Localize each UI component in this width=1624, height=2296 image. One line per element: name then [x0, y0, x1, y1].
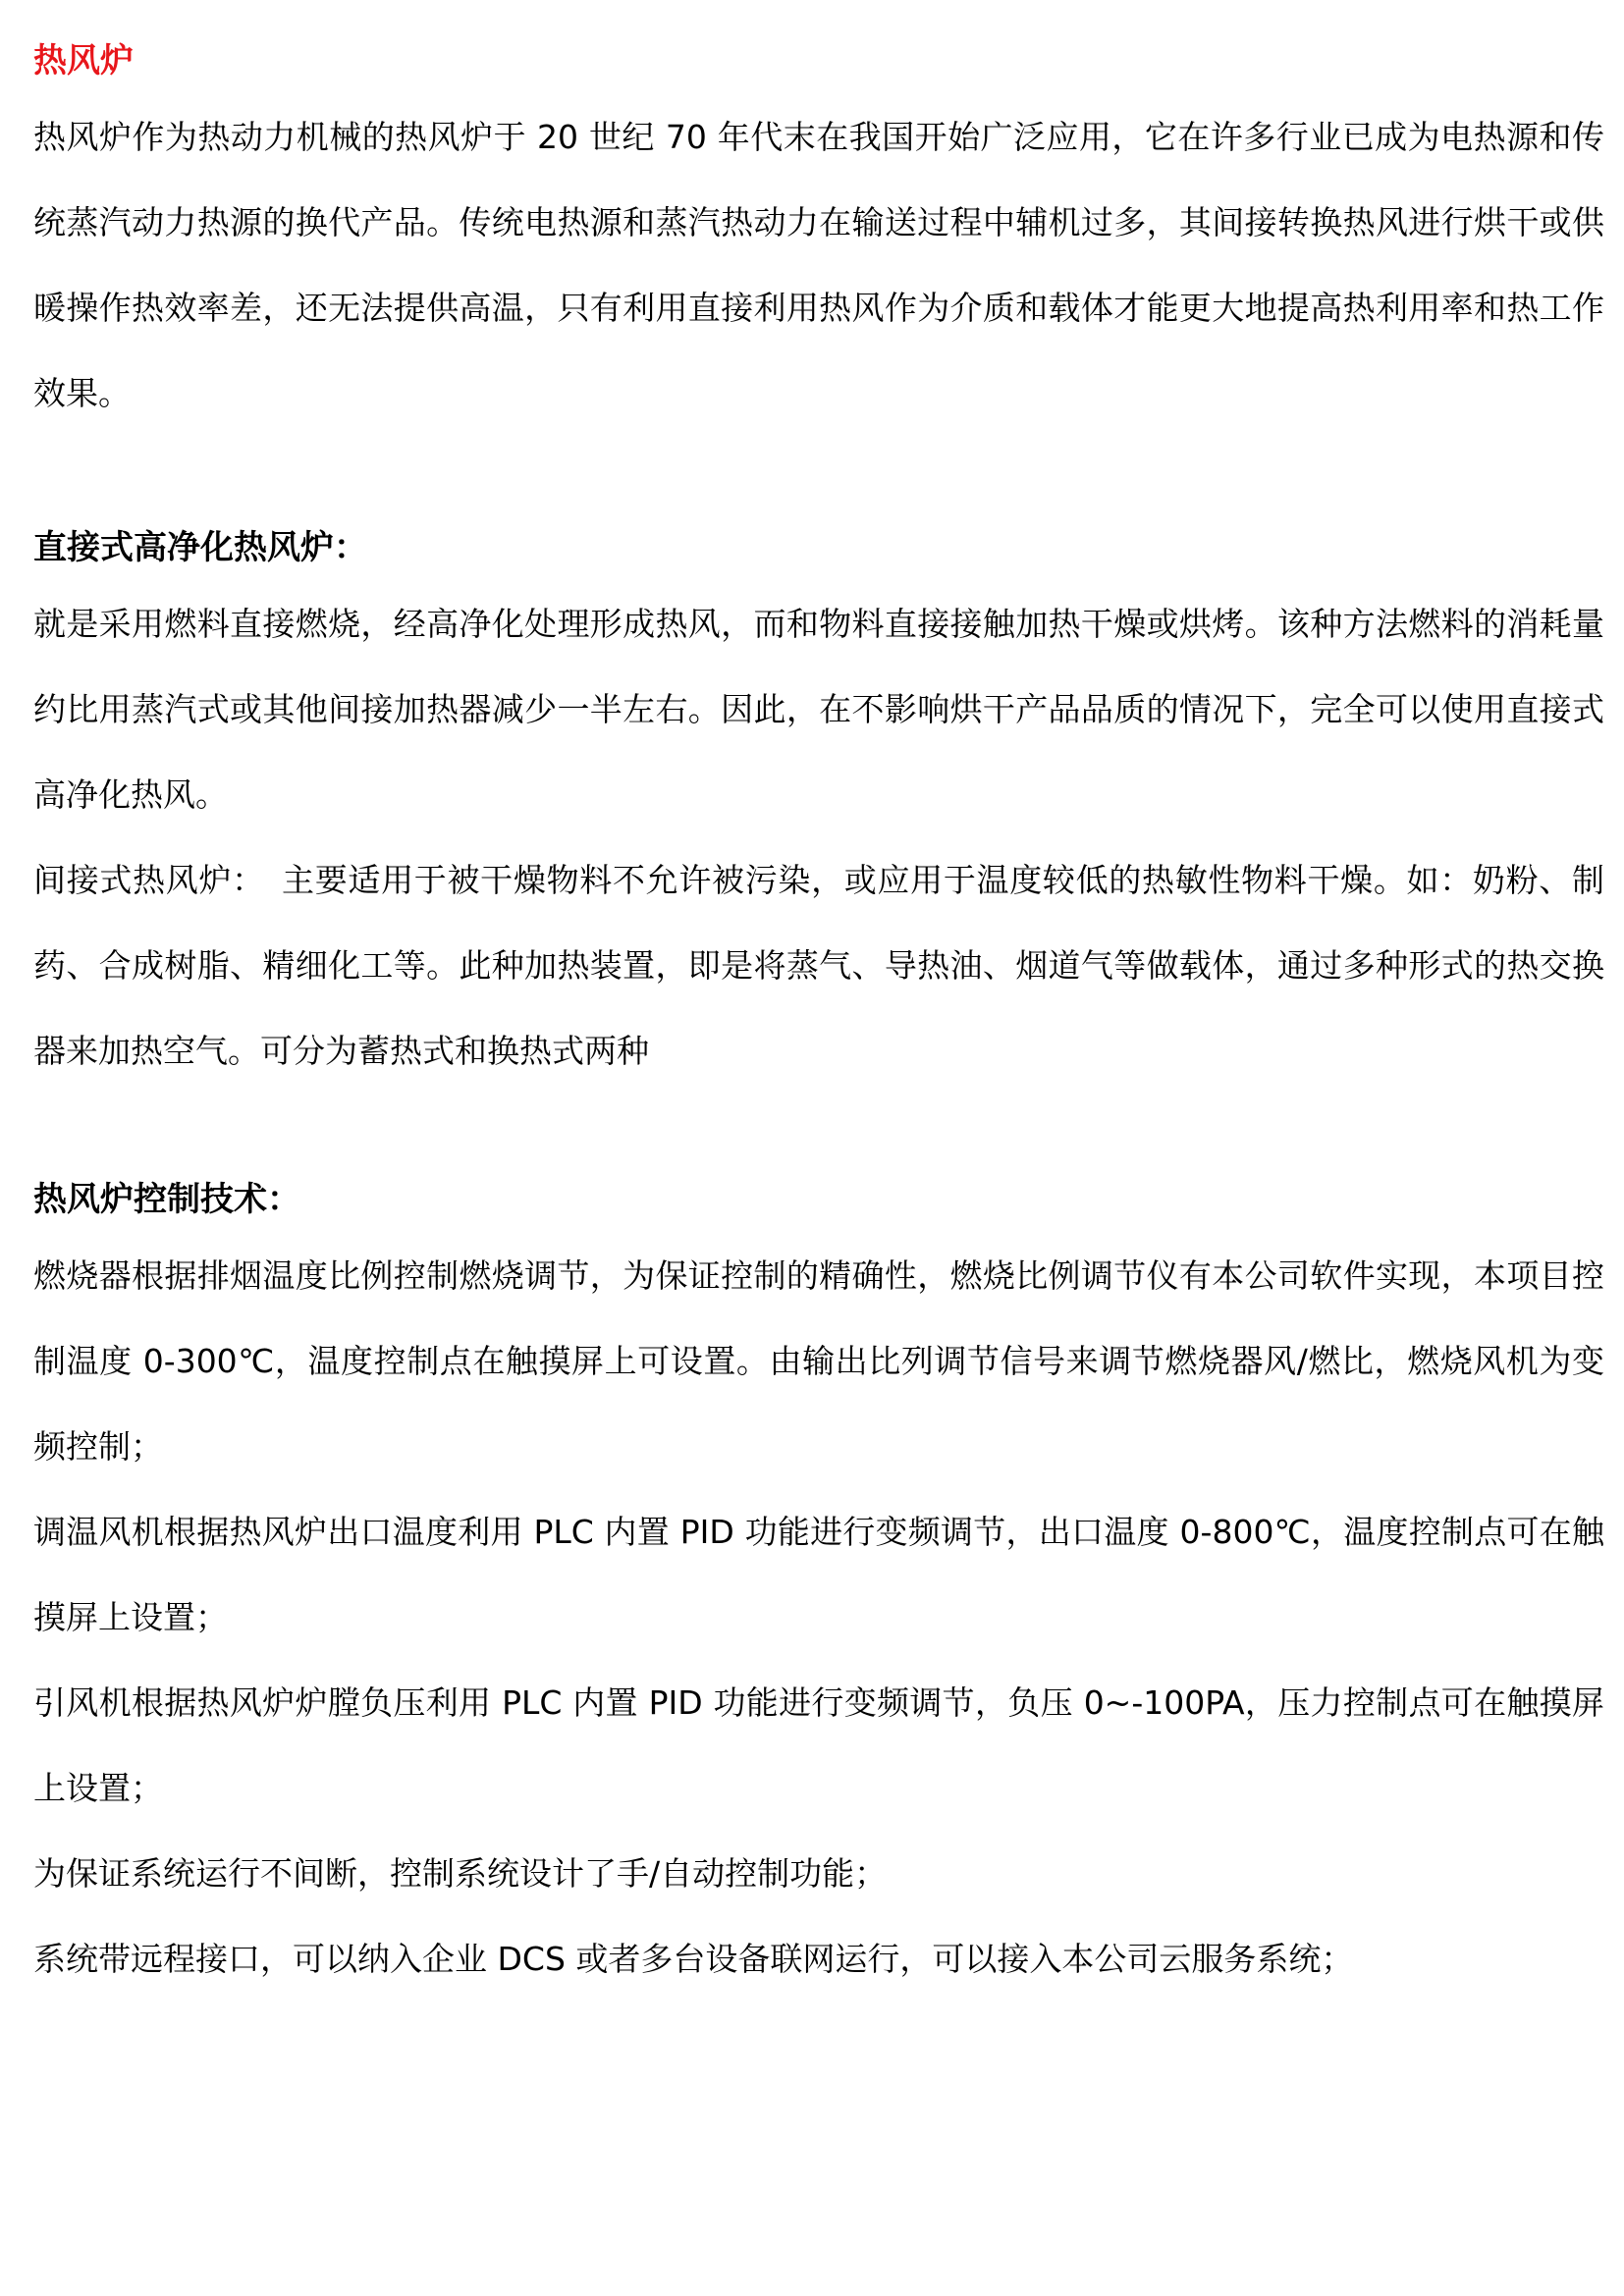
document-page: [33, 39, 1604, 2002]
control-item-manual-auto: 为保证系统运行不间断，控制系统设计了手/自动控制功能；: [33, 1854, 888, 1893]
control-item-burner: 燃烧器根据排烟温度比例控制燃烧调节，为保证控制的精确性，燃烧比例调节仪有本公司软件实现，本项目控制温度 0-300℃，温度控制点在触摸屏上可设置。由输出比列调节信号来调节燃烧器风/燃比，燃烧风机为变频控制；: [33, 1256, 1604, 1466]
indirect-paragraph: 间接式热风炉： 主要适用于被干燥物料不允许被污染，或应用于温度较低的热敏性物料干燥。如：奶粉、制药、合成树脂、精细化工等。此种加热装置，即是将蒸气、导热油、烟道气等做载体，通过多种形式的热交换器来加热空气。可分为蓄热式和换热式两种: [33, 861, 1604, 1070]
control-item-induced-fan: 引风机根据热风炉炉膛负压利用 PLC 内置 PID 功能进行变频调节，负压 0~-100PA，压力控制点可在触摸屏上设置；: [33, 1683, 1604, 1807]
intro-paragraph: 热风炉作为热动力机械的热风炉于 20 世纪 70 年代末在我国开始广泛应用，它在许多行业已成为电热源和传统蒸汽动力热源的换代产品。传统电热源和蒸汽热动力在输送过程中辅机过多，其间接转换热风进行烘干或供暖操作热效率差，还无法提供高温，只有利用直接利用热风作为介质和载体才能更大地提高热利用率和热工作效果。: [33, 118, 1604, 412]
control-heading: 热风炉控制技术：: [33, 1180, 300, 1219]
control-item-temp-fan: 调温风机根据热风炉出口温度利用 PLC 内置 PID 功能进行变频调节，出口温度 0-800℃，温度控制点可在触摸屏上设置；: [33, 1513, 1604, 1636]
document-title: 热风炉: [33, 41, 134, 80]
control-item-remote: 系统带远程接口，可以纳入企业 DCS 或者多台设备联网运行，可以接入本公司云服务系统；: [33, 1940, 1354, 1978]
direct-paragraph: 就是采用燃料直接燃烧，经高净化处理形成热风，而和物料直接接触加热干燥或烘烤。该种方法燃料的消耗量约比用蒸汽式或其他间接加热器减少一半左右。因此，在不影响烘干产品品质的情况下，完全可以使用直接式高净化热风。: [33, 605, 1604, 814]
direct-heading: 直接式高净化热风炉：: [33, 528, 367, 567]
